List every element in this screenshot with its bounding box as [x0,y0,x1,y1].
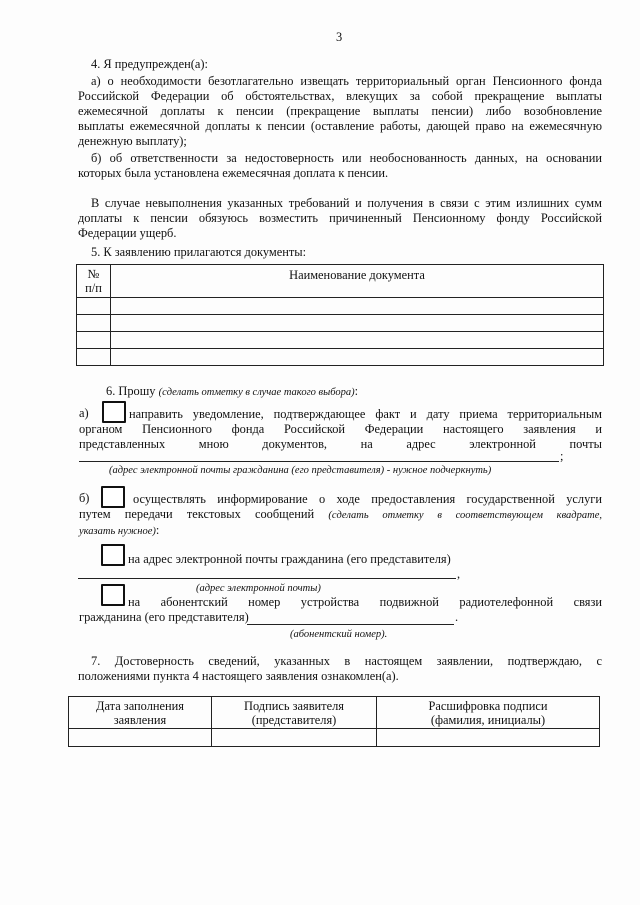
name-column-line1: Расшифровка подписи [428,698,548,713]
option-phone-text [79,595,602,625]
option-a-line: представленных мною документов, на адрес электронной почты [79,437,602,451]
table-cell[interactable] [111,332,604,349]
signature-table-header [69,697,600,729]
option-a-label: а) [79,406,89,420]
section-4-a-line: ежемесячной доплаты к пенсии (прекращение выплаты пенсии) либо возобновление [78,104,602,118]
option-a-semicolon: ; [560,449,564,463]
email-address-field[interactable] [79,461,559,462]
signature-column-header [212,697,377,729]
section-6-heading-note: (сделать отметку в случае такого выбора) [158,387,355,398]
option-b-line [79,523,602,539]
page-number: 3 [336,30,343,44]
option-b-line [79,507,602,523]
option-b-line: осуществлять информирование о ходе предоставления государственной услуги [133,492,602,506]
section-5-heading: 5. К заявлению прилагаются документы: [91,245,307,259]
documents-table-header [77,265,604,298]
table-cell[interactable] [77,349,111,366]
section-4-heading: 4. Я предупрежден(а): [91,57,208,71]
option-b-line-text: путем передачи текстовых сообщений [79,507,329,521]
table-row [77,315,604,332]
section-6-heading-text: 6. Прошу [106,384,159,398]
col-name-header: Наименование документа [111,265,604,298]
section-4-a-line: а) о необходимости безотлагательно извещать территориальный орган Пенсионного фонда [91,74,602,88]
option-b-line-note: указать нужное) [79,526,156,537]
signature-table-row [69,729,600,747]
signature-cell[interactable] [212,729,377,747]
option-email-checkbox[interactable] [101,544,125,566]
col-number-line1: № [87,267,100,281]
section-4-b-line: которых была установлена ежемесячная доплата к пенсии. [78,166,389,180]
date-column-header [69,697,212,729]
table-row [77,298,604,315]
col-number-line2: п/п [85,281,102,295]
phone-number-input-line[interactable] [247,624,454,625]
option-b-text [79,492,602,539]
email-address-caption: (адрес электронной почты гражданина (его представителя) - нужное подчеркнуть) [109,465,492,476]
section-4-b-text [78,151,602,181]
signature-column-line1: Подпись заявителя [244,698,344,713]
table-row [77,349,604,366]
table-cell[interactable] [77,315,111,332]
option-phone-period: . [455,610,459,624]
section-4-a-line: денежную выплату); [78,134,187,148]
option-phone-caption-text: (абонентский номер) [290,629,385,640]
option-phone-line: на абонентский номер устройства подвижной радиотелефонной связи [128,595,602,609]
option-b-label: б) [79,491,90,505]
documents-table [76,264,604,366]
section-7-line: 7. Достоверность сведений, указанных в настоящем заявлении, подтверждаю, с [91,654,602,668]
refund-line: доплаты к пенсии обязуюсь возместить причиненный Пенсионному фонду Российской [78,211,602,225]
refund-paragraph [78,196,602,241]
table-row [77,332,604,349]
section-4-a-text [78,74,602,149]
option-b-colon: : [155,523,160,537]
option-a-text [79,407,602,452]
table-cell[interactable] [111,349,604,366]
name-column-header [377,697,600,729]
signature-table [68,696,600,747]
option-a-line: органом Пенсионного фонда Российской Федерации настоящего заявления и [79,422,602,436]
option-b-line-note: (сделать отметку в соответствующем квадрате, [328,510,602,521]
section-7-text [78,654,602,684]
section-7-line: положениями пункта 4 настоящего заявления ознакомлен(а). [78,669,399,683]
signature-column-line2: (представителя) [251,712,337,727]
table-cell[interactable] [111,298,604,315]
option-email-comma: , [457,567,461,581]
section-4-a-line: выплаты ежемесячной доплаты к пенсии (оставление работы, дающей право на ежемесячную [78,119,602,133]
option-email-caption: (адрес электронной почты) [196,583,321,594]
date-column-line1: Дата заполнения [96,698,184,713]
name-column-line2: (фамилия, инициалы) [430,712,546,727]
option-phone-line: гражданина (его представителя) [79,610,249,624]
date-column-line2: заявления [113,712,167,727]
option-phone-caption-period: . [384,629,388,640]
option-phone-caption [290,627,387,642]
section-4-a-line: Российской Федерации об обстоятельствах, влекущих за собой прекращение выплаты [78,89,602,103]
date-cell[interactable] [69,729,212,747]
section-4-b-line: б) об ответственности за недостоверность или необоснованность данных, на основании [91,151,602,165]
refund-line: В случае невыполнения указанных требований и получения в связи с этим излишних сумм [91,196,602,210]
col-number-header [77,265,111,298]
refund-line: Федерации ущерб. [78,226,177,240]
email-address-input-line[interactable] [78,578,456,579]
section-6-heading-colon: : [354,384,359,398]
table-cell[interactable] [111,315,604,332]
option-a-line: направить уведомление, подтверждающее факт и дату приема территориальным [129,407,602,421]
name-cell[interactable] [377,729,600,747]
option-email-label: на адрес электронной почты гражданина (его представителя) [128,552,451,566]
table-cell[interactable] [77,298,111,315]
section-6-heading [106,384,358,400]
table-cell[interactable] [77,332,111,349]
